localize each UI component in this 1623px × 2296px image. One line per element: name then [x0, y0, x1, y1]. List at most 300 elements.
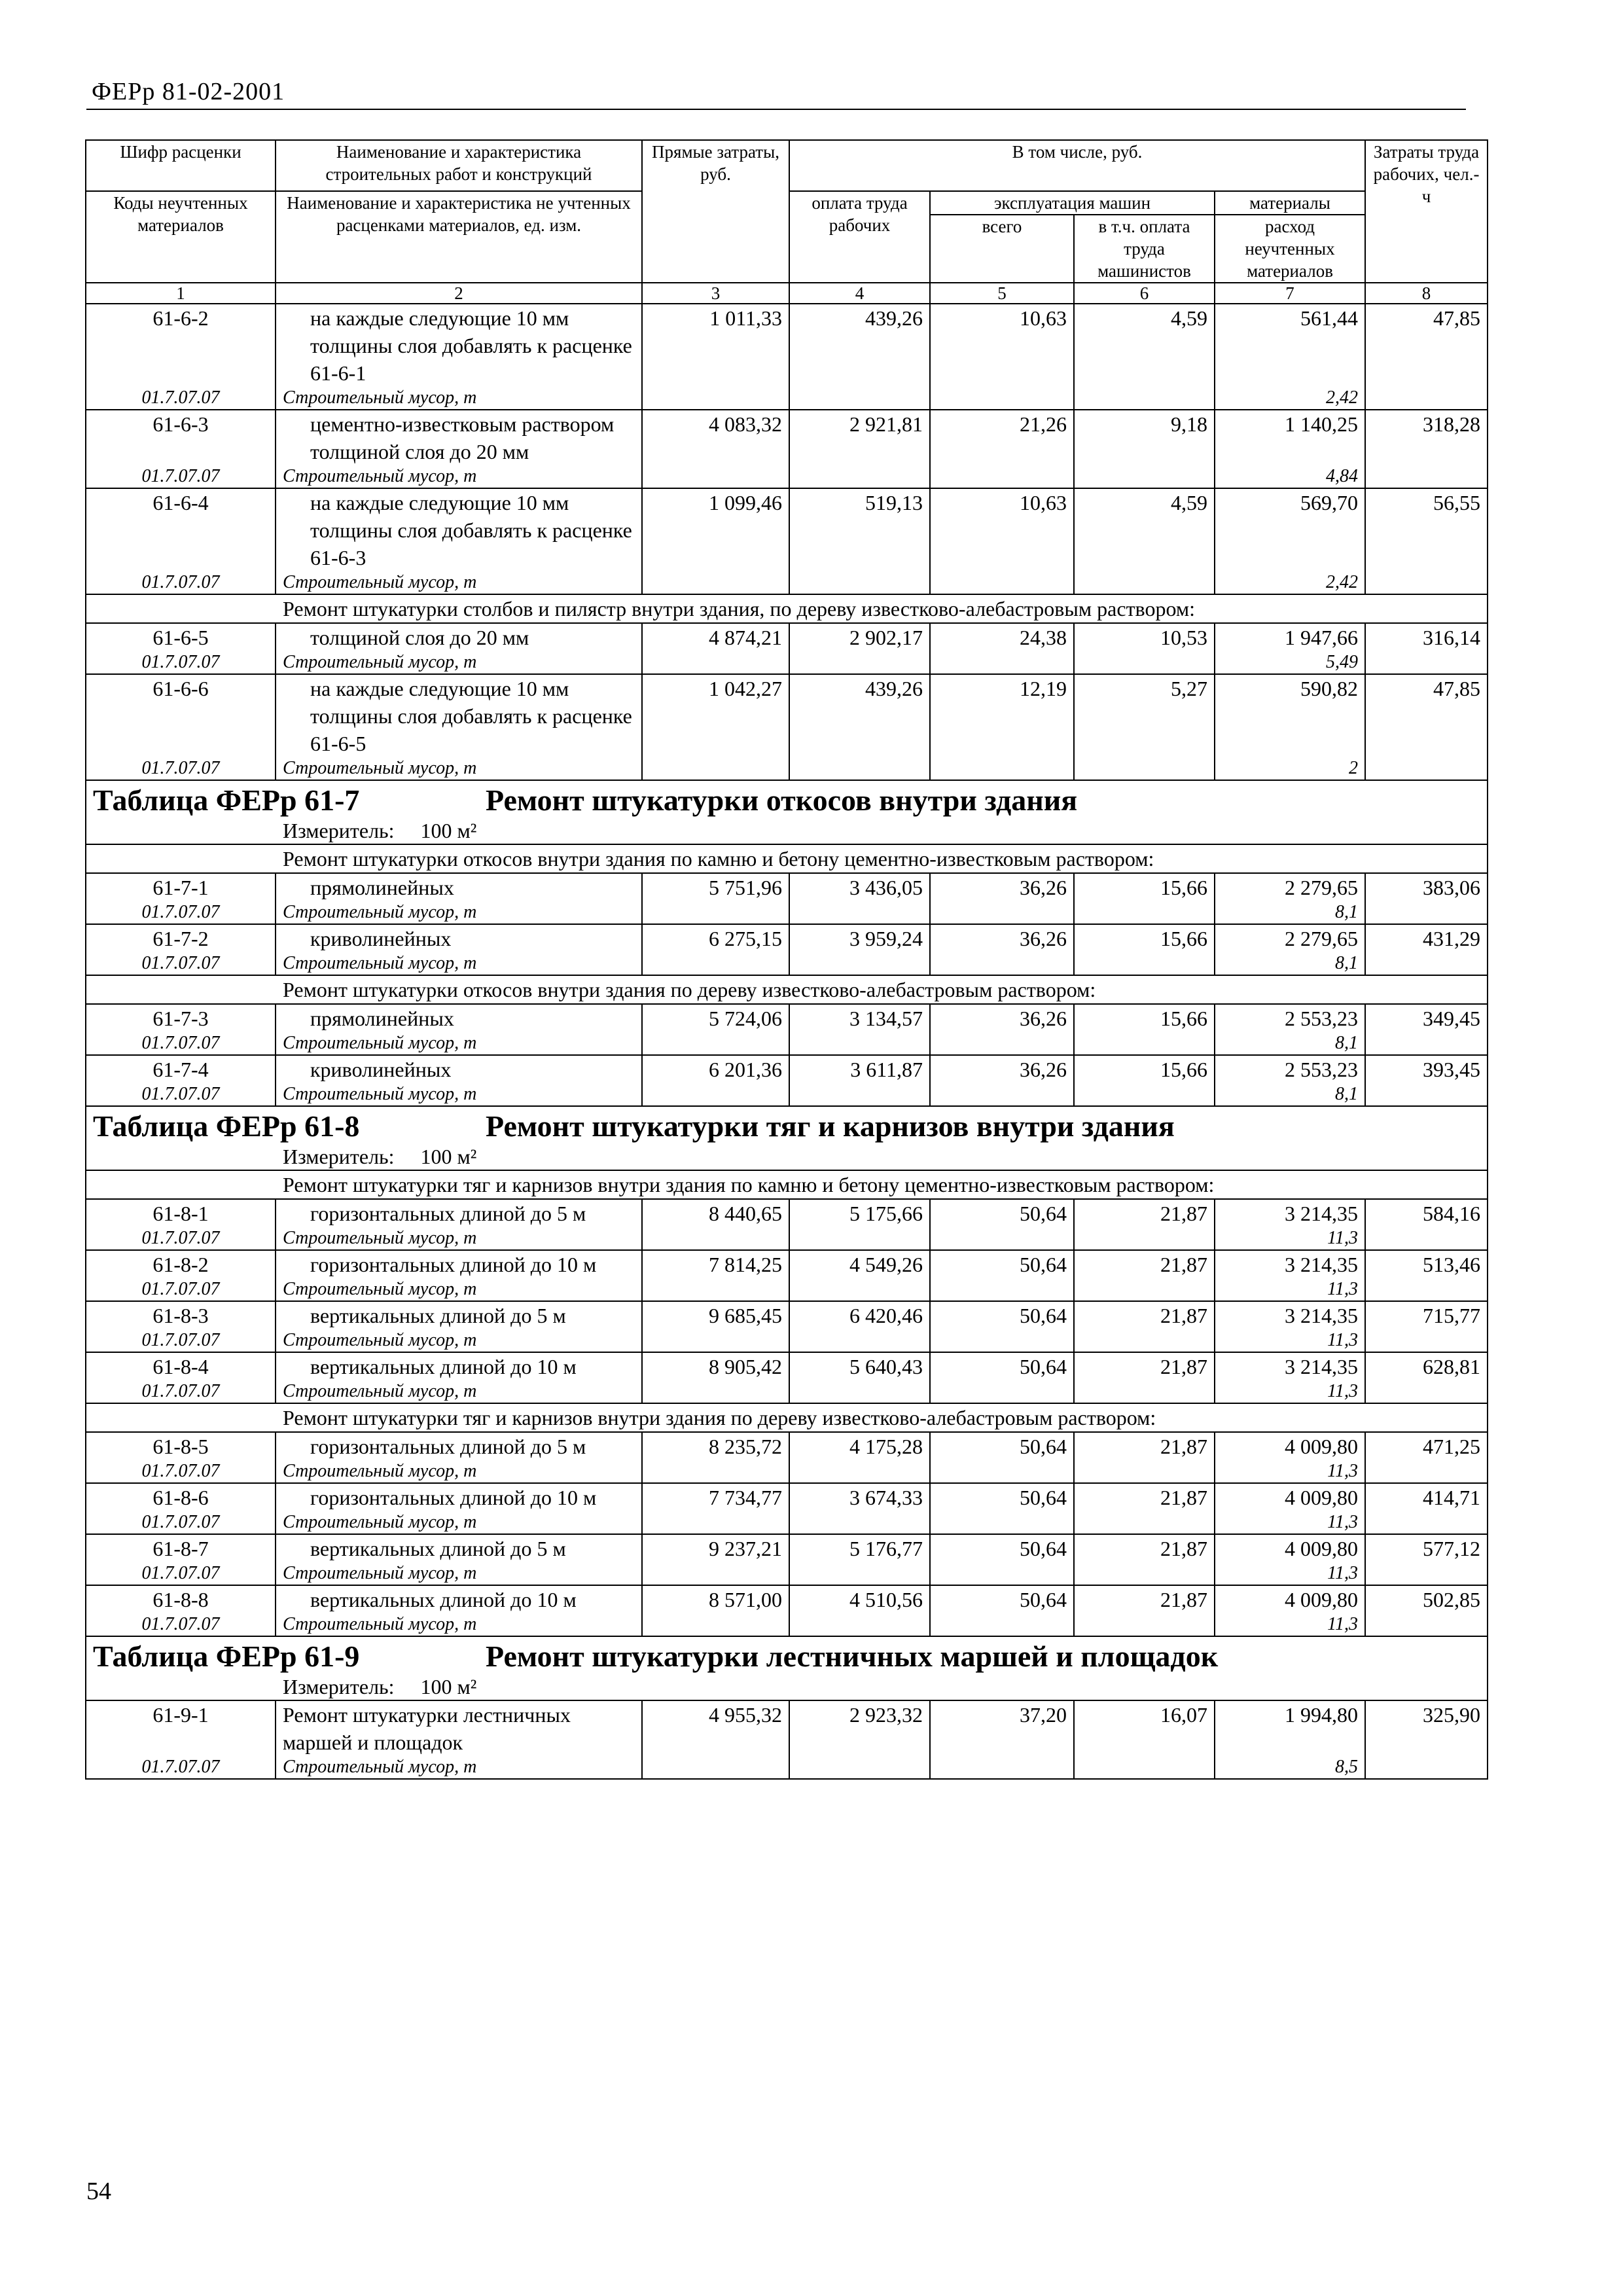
- value-materials: [1215, 304, 1365, 410]
- rate-row: [86, 1432, 1488, 1483]
- value-direct: [642, 1004, 789, 1055]
- rates-table-body: [86, 304, 1488, 1779]
- material-name: Строительный мусор, т: [283, 1461, 477, 1481]
- value-direct: [642, 1432, 789, 1483]
- measure-label: Измеритель:: [283, 1675, 395, 1698]
- material-name: Строительный мусор, т: [283, 758, 477, 778]
- value-labor-hours-text: 316,14: [1423, 626, 1481, 649]
- value-mach: [930, 1199, 1074, 1250]
- col-header-labor-cost: Затраты труда рабочих, чел.-ч: [1365, 140, 1488, 283]
- col-header-name-unaccounted: Наименование и характеристика не учтенных расценками материалов, ед. изм.: [276, 191, 642, 283]
- material-code: 01.7.07.07: [141, 466, 220, 486]
- value-direct-text: 6 201,36: [709, 1058, 782, 1081]
- material-qty-spacer: [1222, 332, 1358, 387]
- rate-code: 61-7-3: [152, 1007, 209, 1030]
- value-mach-labor: [1074, 1483, 1215, 1534]
- value-mach-labor-text: 21,87: [1160, 1253, 1207, 1276]
- col-header-name: Наименование и характеристика строительных работ и конструкций: [276, 140, 642, 191]
- value-mach-text: 36,26: [1020, 876, 1067, 899]
- group-title: Ремонт штукатурки откосов внутри здания по камню и бетону цементно-известковым раствором:: [283, 847, 1154, 870]
- value-labor-text: 3 674,33: [849, 1486, 923, 1509]
- rate-description: толщиной слоя до 20 мм: [310, 626, 529, 649]
- col-header-materials: материалы: [1215, 191, 1365, 215]
- value-mach-labor-text: 9,18: [1171, 412, 1207, 436]
- material-name: Строительный мусор, т: [283, 466, 477, 486]
- value-mach-labor: [1074, 674, 1215, 780]
- group-header-row: [86, 1170, 1488, 1199]
- value-mach-labor: [1074, 1585, 1215, 1636]
- measure-line: [93, 1674, 1480, 1700]
- value-mach-text: 12,19: [1020, 677, 1067, 700]
- value-labor-hours-text: 318,28: [1423, 412, 1481, 436]
- value-mach-labor-text: 15,66: [1160, 927, 1207, 950]
- material-quantity: 11,3: [1327, 1330, 1359, 1350]
- value-materials: [1215, 1301, 1365, 1352]
- material-quantity: 11,3: [1327, 1228, 1359, 1248]
- rate-code: 61-8-2: [152, 1253, 209, 1276]
- value-mach-labor-text: 4,59: [1171, 491, 1207, 514]
- value-mach-labor-text: 5,27: [1171, 677, 1207, 700]
- value-mach: [930, 623, 1074, 674]
- value-materials: [1215, 623, 1365, 674]
- rate-row: [86, 1199, 1488, 1250]
- group-title: Ремонт штукатурки тяг и карнизов внутри здания по дереву известково-алебастровым раствором:: [283, 1406, 1156, 1429]
- code-spacer: [93, 702, 268, 757]
- value-mach: [930, 674, 1074, 780]
- value-mach-labor-text: 21,87: [1160, 1435, 1207, 1458]
- table-title-cell: [86, 1106, 1488, 1170]
- value-mach-labor-text: 10,53: [1160, 626, 1207, 649]
- measure-value: 100 м²: [420, 1145, 477, 1168]
- value-direct: [642, 304, 789, 410]
- material-name: Строительный мусор, т: [283, 1279, 477, 1299]
- material-quantity: 4,84: [1326, 466, 1359, 486]
- value-direct: [642, 1352, 789, 1403]
- material-code: 01.7.07.07: [141, 1330, 220, 1350]
- material-name: Строительный мусор, т: [283, 1512, 477, 1532]
- value-direct-text: 1 011,33: [709, 306, 782, 330]
- value-mach-labor-text: 15,66: [1160, 1058, 1207, 1081]
- value-mach-text: 10,63: [1020, 491, 1067, 514]
- value-direct-text: 9 685,45: [709, 1304, 782, 1327]
- value-labor-hours: [1365, 1250, 1488, 1301]
- rate-description: вертикальных длиной до 5 м: [310, 1537, 566, 1560]
- material-name: Строительный мусор, т: [283, 1084, 477, 1104]
- value-direct: [642, 674, 789, 780]
- measure-label: Измеритель:: [283, 819, 395, 842]
- value-labor-hours: [1365, 924, 1488, 975]
- column-number: 2: [276, 283, 642, 304]
- header-rule: [86, 109, 1466, 110]
- rate-row: [86, 1352, 1488, 1403]
- group-title: Ремонт штукатурки откосов внутри здания по дереву известково-алебастровым раствором:: [283, 978, 1096, 1001]
- value-materials: [1215, 488, 1365, 594]
- value-mach: [930, 1700, 1074, 1779]
- material-quantity: 11,3: [1327, 1512, 1359, 1532]
- value-labor-text: 439,26: [865, 306, 923, 330]
- value-mach-labor-text: 4,59: [1171, 306, 1207, 330]
- rate-description-cell: [276, 1301, 642, 1352]
- value-materials: [1215, 873, 1365, 924]
- value-labor-hours: [1365, 1301, 1488, 1352]
- rate-code-cell: [86, 1301, 276, 1352]
- rate-code-cell: [86, 1352, 276, 1403]
- table-number: Таблица ФЕРр 61-8: [93, 1109, 360, 1143]
- value-labor-text: 3 611,87: [850, 1058, 923, 1081]
- measure-value: 100 м²: [420, 1675, 477, 1698]
- value-materials: [1215, 924, 1365, 975]
- col-header-machine-labor: в т.ч. оплата труда машинистов: [1074, 215, 1215, 283]
- value-materials-text: 4 009,80: [1285, 1537, 1359, 1560]
- value-labor-text: 3 436,05: [849, 876, 923, 899]
- value-labor: [789, 1199, 930, 1250]
- material-quantity: 8,5: [1335, 1757, 1359, 1777]
- material-quantity: 8,1: [1335, 953, 1359, 973]
- material-qty-spacer: [1222, 702, 1358, 757]
- value-labor-hours: [1365, 304, 1488, 410]
- group-header-row: [86, 975, 1488, 1004]
- value-labor-text: 5 176,77: [849, 1537, 923, 1560]
- col-header-including: В том числе, руб.: [789, 140, 1365, 191]
- table-title-row: [86, 1636, 1488, 1700]
- rate-description-cell: [276, 1585, 642, 1636]
- material-qty-spacer: [1222, 1729, 1358, 1756]
- rate-description-cell: [276, 1432, 642, 1483]
- value-mach-text: 24,38: [1020, 626, 1067, 649]
- value-labor: [789, 1301, 930, 1352]
- rate-code-cell: [86, 873, 276, 924]
- value-mach-text: 50,64: [1020, 1537, 1067, 1560]
- value-materials-text: 4 009,80: [1285, 1588, 1359, 1611]
- material-name: Строительный мусор, т: [283, 1381, 477, 1401]
- col-header-machine-total: всего: [930, 215, 1074, 283]
- rate-row: [86, 873, 1488, 924]
- rate-code: 61-6-5: [152, 626, 209, 649]
- rate-code: 61-8-7: [152, 1537, 209, 1560]
- measure-value: 100 м²: [420, 819, 477, 842]
- rate-code: 61-6-3: [152, 412, 209, 436]
- rate-code-cell: [86, 1534, 276, 1585]
- value-mach-labor: [1074, 304, 1215, 410]
- rate-description: горизонтальных длиной до 10 м: [310, 1253, 597, 1276]
- value-labor: [789, 674, 930, 780]
- rate-row: [86, 674, 1488, 780]
- value-direct-text: 5 724,06: [709, 1007, 782, 1030]
- code-spacer: [93, 516, 268, 571]
- value-materials-text: 3 214,35: [1285, 1304, 1359, 1327]
- value-labor-hours-text: 393,45: [1423, 1058, 1481, 1081]
- value-labor-text: 2 923,32: [849, 1703, 923, 1727]
- value-mach-labor: [1074, 410, 1215, 488]
- rate-row: [86, 304, 1488, 410]
- value-mach-labor-text: 21,87: [1160, 1355, 1207, 1378]
- measure-line: [93, 1143, 1480, 1170]
- column-number: 1: [86, 283, 276, 304]
- material-name: Строительный мусор, т: [283, 1563, 477, 1583]
- rate-description-cell: [276, 410, 642, 488]
- value-labor-hours: [1365, 1483, 1488, 1534]
- value-labor: [789, 924, 930, 975]
- value-mach: [930, 1004, 1074, 1055]
- value-labor: [789, 623, 930, 674]
- value-direct-text: 8 440,65: [709, 1202, 782, 1225]
- value-labor-hours-text: 47,85: [1433, 677, 1481, 700]
- material-code: 01.7.07.07: [141, 387, 220, 408]
- value-mach-text: 50,64: [1020, 1486, 1067, 1509]
- value-mach: [930, 1055, 1074, 1106]
- value-labor-hours-text: 513,46: [1423, 1253, 1481, 1276]
- rate-description: вертикальных длиной до 10 м: [310, 1588, 577, 1611]
- column-number: 3: [642, 283, 789, 304]
- value-materials: [1215, 1250, 1365, 1301]
- value-labor-hours: [1365, 1432, 1488, 1483]
- value-labor-hours: [1365, 1199, 1488, 1250]
- rate-description-cell: [276, 623, 642, 674]
- col-header-direct: Прямые затраты, руб.: [642, 140, 789, 283]
- value-direct-text: 8 905,42: [709, 1355, 782, 1378]
- value-mach-text: 50,64: [1020, 1355, 1067, 1378]
- value-labor-hours-text: 502,85: [1423, 1588, 1481, 1611]
- value-mach-labor: [1074, 1250, 1215, 1301]
- material-quantity: 2,42: [1326, 572, 1359, 592]
- value-mach-text: 50,64: [1020, 1253, 1067, 1276]
- value-labor: [789, 873, 930, 924]
- value-direct: [642, 1055, 789, 1106]
- rate-row: [86, 1483, 1488, 1534]
- value-mach: [930, 1250, 1074, 1301]
- material-name: Строительный мусор, т: [283, 1330, 477, 1350]
- value-mach-text: 50,64: [1020, 1202, 1067, 1225]
- material-name: Строительный мусор, т: [283, 953, 477, 973]
- value-mach: [930, 488, 1074, 594]
- rate-code: 61-6-6: [152, 677, 209, 700]
- value-direct: [642, 924, 789, 975]
- value-labor: [789, 488, 930, 594]
- rate-row: [86, 1250, 1488, 1301]
- value-materials: [1215, 674, 1365, 780]
- value-materials-text: 3 214,35: [1285, 1253, 1359, 1276]
- value-labor-hours: [1365, 674, 1488, 780]
- rate-code: 61-9-1: [152, 1703, 209, 1727]
- group-header-row: [86, 1403, 1488, 1432]
- rate-code-cell: [86, 1250, 276, 1301]
- value-mach-labor-text: 15,66: [1160, 1007, 1207, 1030]
- value-direct-text: 7 734,77: [709, 1486, 782, 1509]
- document-header: ФЕРр 81-02-2001: [92, 78, 285, 105]
- value-materials-text: 569,70: [1300, 491, 1359, 514]
- material-quantity: 8,1: [1335, 1033, 1359, 1053]
- table-title-row: [86, 780, 1488, 844]
- rate-description: горизонтальных длиной до 5 м: [310, 1202, 586, 1225]
- material-code: 01.7.07.07: [141, 953, 220, 973]
- value-mach-labor: [1074, 488, 1215, 594]
- rate-code: 61-8-1: [152, 1202, 209, 1225]
- value-mach: [930, 1585, 1074, 1636]
- rate-description: горизонтальных длиной до 10 м: [310, 1486, 597, 1509]
- rate-code: 61-8-8: [152, 1588, 209, 1611]
- group-header-cell: [86, 844, 1488, 873]
- value-mach: [930, 1483, 1074, 1534]
- material-quantity: 11,3: [1327, 1563, 1359, 1583]
- rate-row: [86, 488, 1488, 594]
- value-direct: [642, 410, 789, 488]
- value-materials-text: 3 214,35: [1285, 1355, 1359, 1378]
- value-mach-labor: [1074, 1004, 1215, 1055]
- rate-description: прямолинейных: [310, 1007, 454, 1030]
- value-mach: [930, 1432, 1074, 1483]
- value-materials-text: 2 279,65: [1285, 927, 1359, 950]
- rate-row: [86, 623, 1488, 674]
- material-quantity: 5,49: [1326, 652, 1359, 672]
- rate-description-cell: [276, 488, 642, 594]
- value-materials-text: 1 994,80: [1285, 1703, 1359, 1727]
- measure-line: [93, 817, 1480, 844]
- value-materials: [1215, 1004, 1365, 1055]
- value-direct: [642, 1301, 789, 1352]
- col-header-code: Шифр расценки: [86, 140, 276, 191]
- value-mach-labor-text: 15,66: [1160, 876, 1207, 899]
- value-labor-text: 4 175,28: [849, 1435, 923, 1458]
- value-direct: [642, 1199, 789, 1250]
- value-direct: [642, 488, 789, 594]
- value-labor: [789, 1585, 930, 1636]
- rate-code-cell: [86, 488, 276, 594]
- rate-row: [86, 1585, 1488, 1636]
- material-name: Строительный мусор, т: [283, 902, 477, 922]
- column-number: 6: [1074, 283, 1215, 304]
- rate-description-cell: [276, 873, 642, 924]
- value-labor: [789, 1432, 930, 1483]
- rate-row: [86, 1301, 1488, 1352]
- material-code: 01.7.07.07: [141, 572, 220, 592]
- rate-description: вертикальных длиной до 10 м: [310, 1355, 577, 1378]
- rate-code-cell: [86, 1483, 276, 1534]
- table-title-cell: [86, 1636, 1488, 1700]
- value-materials-text: 2 553,23: [1285, 1007, 1359, 1030]
- value-direct: [642, 873, 789, 924]
- rate-row: [86, 1534, 1488, 1585]
- value-mach: [930, 924, 1074, 975]
- value-mach-text: 21,26: [1020, 412, 1067, 436]
- col-header-machine-operation: эксплуатация машин: [930, 191, 1215, 215]
- column-number: 4: [789, 283, 930, 304]
- rate-description: цементно-известковым раствором толщиной слоя до 20 мм: [310, 412, 615, 463]
- value-direct-text: 6 275,15: [709, 927, 782, 950]
- rate-code: 61-7-2: [152, 927, 209, 950]
- table-title: Ремонт штукатурки откосов внутри здания: [486, 783, 1078, 817]
- rate-description-cell: [276, 304, 642, 410]
- value-labor-hours: [1365, 1585, 1488, 1636]
- rate-code: 61-6-4: [152, 491, 209, 514]
- value-materials-text: 590,82: [1300, 677, 1359, 700]
- material-code: 01.7.07.07: [141, 758, 220, 778]
- material-code: 01.7.07.07: [141, 1084, 220, 1104]
- value-labor-text: 5 640,43: [849, 1355, 923, 1378]
- material-quantity: 11,3: [1327, 1279, 1359, 1299]
- value-labor: [789, 1700, 930, 1779]
- rate-code-cell: [86, 304, 276, 410]
- value-labor-text: 439,26: [865, 677, 923, 700]
- rate-description: криволинейных: [310, 1058, 452, 1081]
- value-labor-hours: [1365, 1004, 1488, 1055]
- value-materials-text: 4 009,80: [1285, 1486, 1359, 1509]
- value-materials: [1215, 1585, 1365, 1636]
- value-direct-text: 4 874,21: [709, 626, 782, 649]
- value-labor-text: 519,13: [865, 491, 923, 514]
- material-name: Строительный мусор, т: [283, 1033, 477, 1053]
- value-mach-text: 50,64: [1020, 1588, 1067, 1611]
- column-numbers-row: [86, 283, 1488, 304]
- value-labor-hours-text: 715,77: [1423, 1304, 1481, 1327]
- value-labor-text: 6 420,46: [849, 1304, 923, 1327]
- group-header-cell: [86, 1403, 1488, 1432]
- measure-label: Измеритель:: [283, 1145, 395, 1168]
- material-code: 01.7.07.07: [141, 1614, 220, 1634]
- value-labor-hours-text: 577,12: [1423, 1537, 1481, 1560]
- material-quantity: 2,42: [1326, 387, 1359, 408]
- value-mach-labor: [1074, 623, 1215, 674]
- value-mach-text: 50,64: [1020, 1304, 1067, 1327]
- group-header-cell: [86, 1170, 1488, 1199]
- value-direct-text: 4 083,32: [709, 412, 782, 436]
- rate-code: 61-8-5: [152, 1435, 209, 1458]
- material-code: 01.7.07.07: [141, 652, 220, 672]
- rate-code-cell: [86, 1199, 276, 1250]
- rate-row: [86, 1055, 1488, 1106]
- rate-row: [86, 410, 1488, 488]
- material-quantity: 11,3: [1327, 1614, 1359, 1634]
- rate-row: [86, 924, 1488, 975]
- value-materials-text: 1 140,25: [1285, 412, 1359, 436]
- group-header-row: [86, 594, 1488, 623]
- rate-description: на каждые следующие 10 мм толщины слоя добавлять к расценке 61-6-5: [310, 677, 632, 755]
- value-mach-labor: [1074, 1352, 1215, 1403]
- value-mach-labor: [1074, 1432, 1215, 1483]
- value-labor-hours-text: 431,29: [1423, 927, 1481, 950]
- material-quantity: 2: [1349, 758, 1359, 778]
- value-materials: [1215, 1432, 1365, 1483]
- rate-code-cell: [86, 623, 276, 674]
- rate-description: на каждые следующие 10 мм толщины слоя добавлять к расценке 61-6-1: [310, 306, 632, 385]
- table-number: Таблица ФЕРр 61-9: [93, 1640, 360, 1673]
- rate-description-cell: [276, 1534, 642, 1585]
- rate-description: Ремонт штукатурки лестничных маршей и площадок: [283, 1703, 571, 1754]
- rate-code-cell: [86, 1004, 276, 1055]
- value-labor-hours-text: 628,81: [1423, 1355, 1481, 1378]
- value-labor-hours-text: 56,55: [1433, 491, 1481, 514]
- group-title: Ремонт штукатурки столбов и пилястр внутри здания, по дереву известково-алебастровым раствором:: [283, 597, 1195, 620]
- value-mach-labor: [1074, 873, 1215, 924]
- table-title: Ремонт штукатурки лестничных маршей и площадок: [486, 1640, 1219, 1673]
- value-mach-text: 36,26: [1020, 1058, 1067, 1081]
- material-qty-spacer: [1222, 438, 1358, 465]
- value-mach-labor: [1074, 924, 1215, 975]
- value-direct: [642, 1585, 789, 1636]
- value-mach-labor: [1074, 1700, 1215, 1779]
- value-labor: [789, 1534, 930, 1585]
- value-direct: [642, 1534, 789, 1585]
- material-name: Строительный мусор, т: [283, 652, 477, 672]
- rate-description-cell: [276, 1700, 642, 1779]
- material-code: 01.7.07.07: [141, 1033, 220, 1053]
- rate-description: криволинейных: [310, 927, 452, 950]
- material-quantity: 11,3: [1327, 1461, 1359, 1481]
- rate-code: 61-7-1: [152, 876, 209, 899]
- rate-code-cell: [86, 410, 276, 488]
- value-mach-text: 50,64: [1020, 1435, 1067, 1458]
- value-labor-hours-text: 471,25: [1423, 1435, 1481, 1458]
- rate-code-cell: [86, 1432, 276, 1483]
